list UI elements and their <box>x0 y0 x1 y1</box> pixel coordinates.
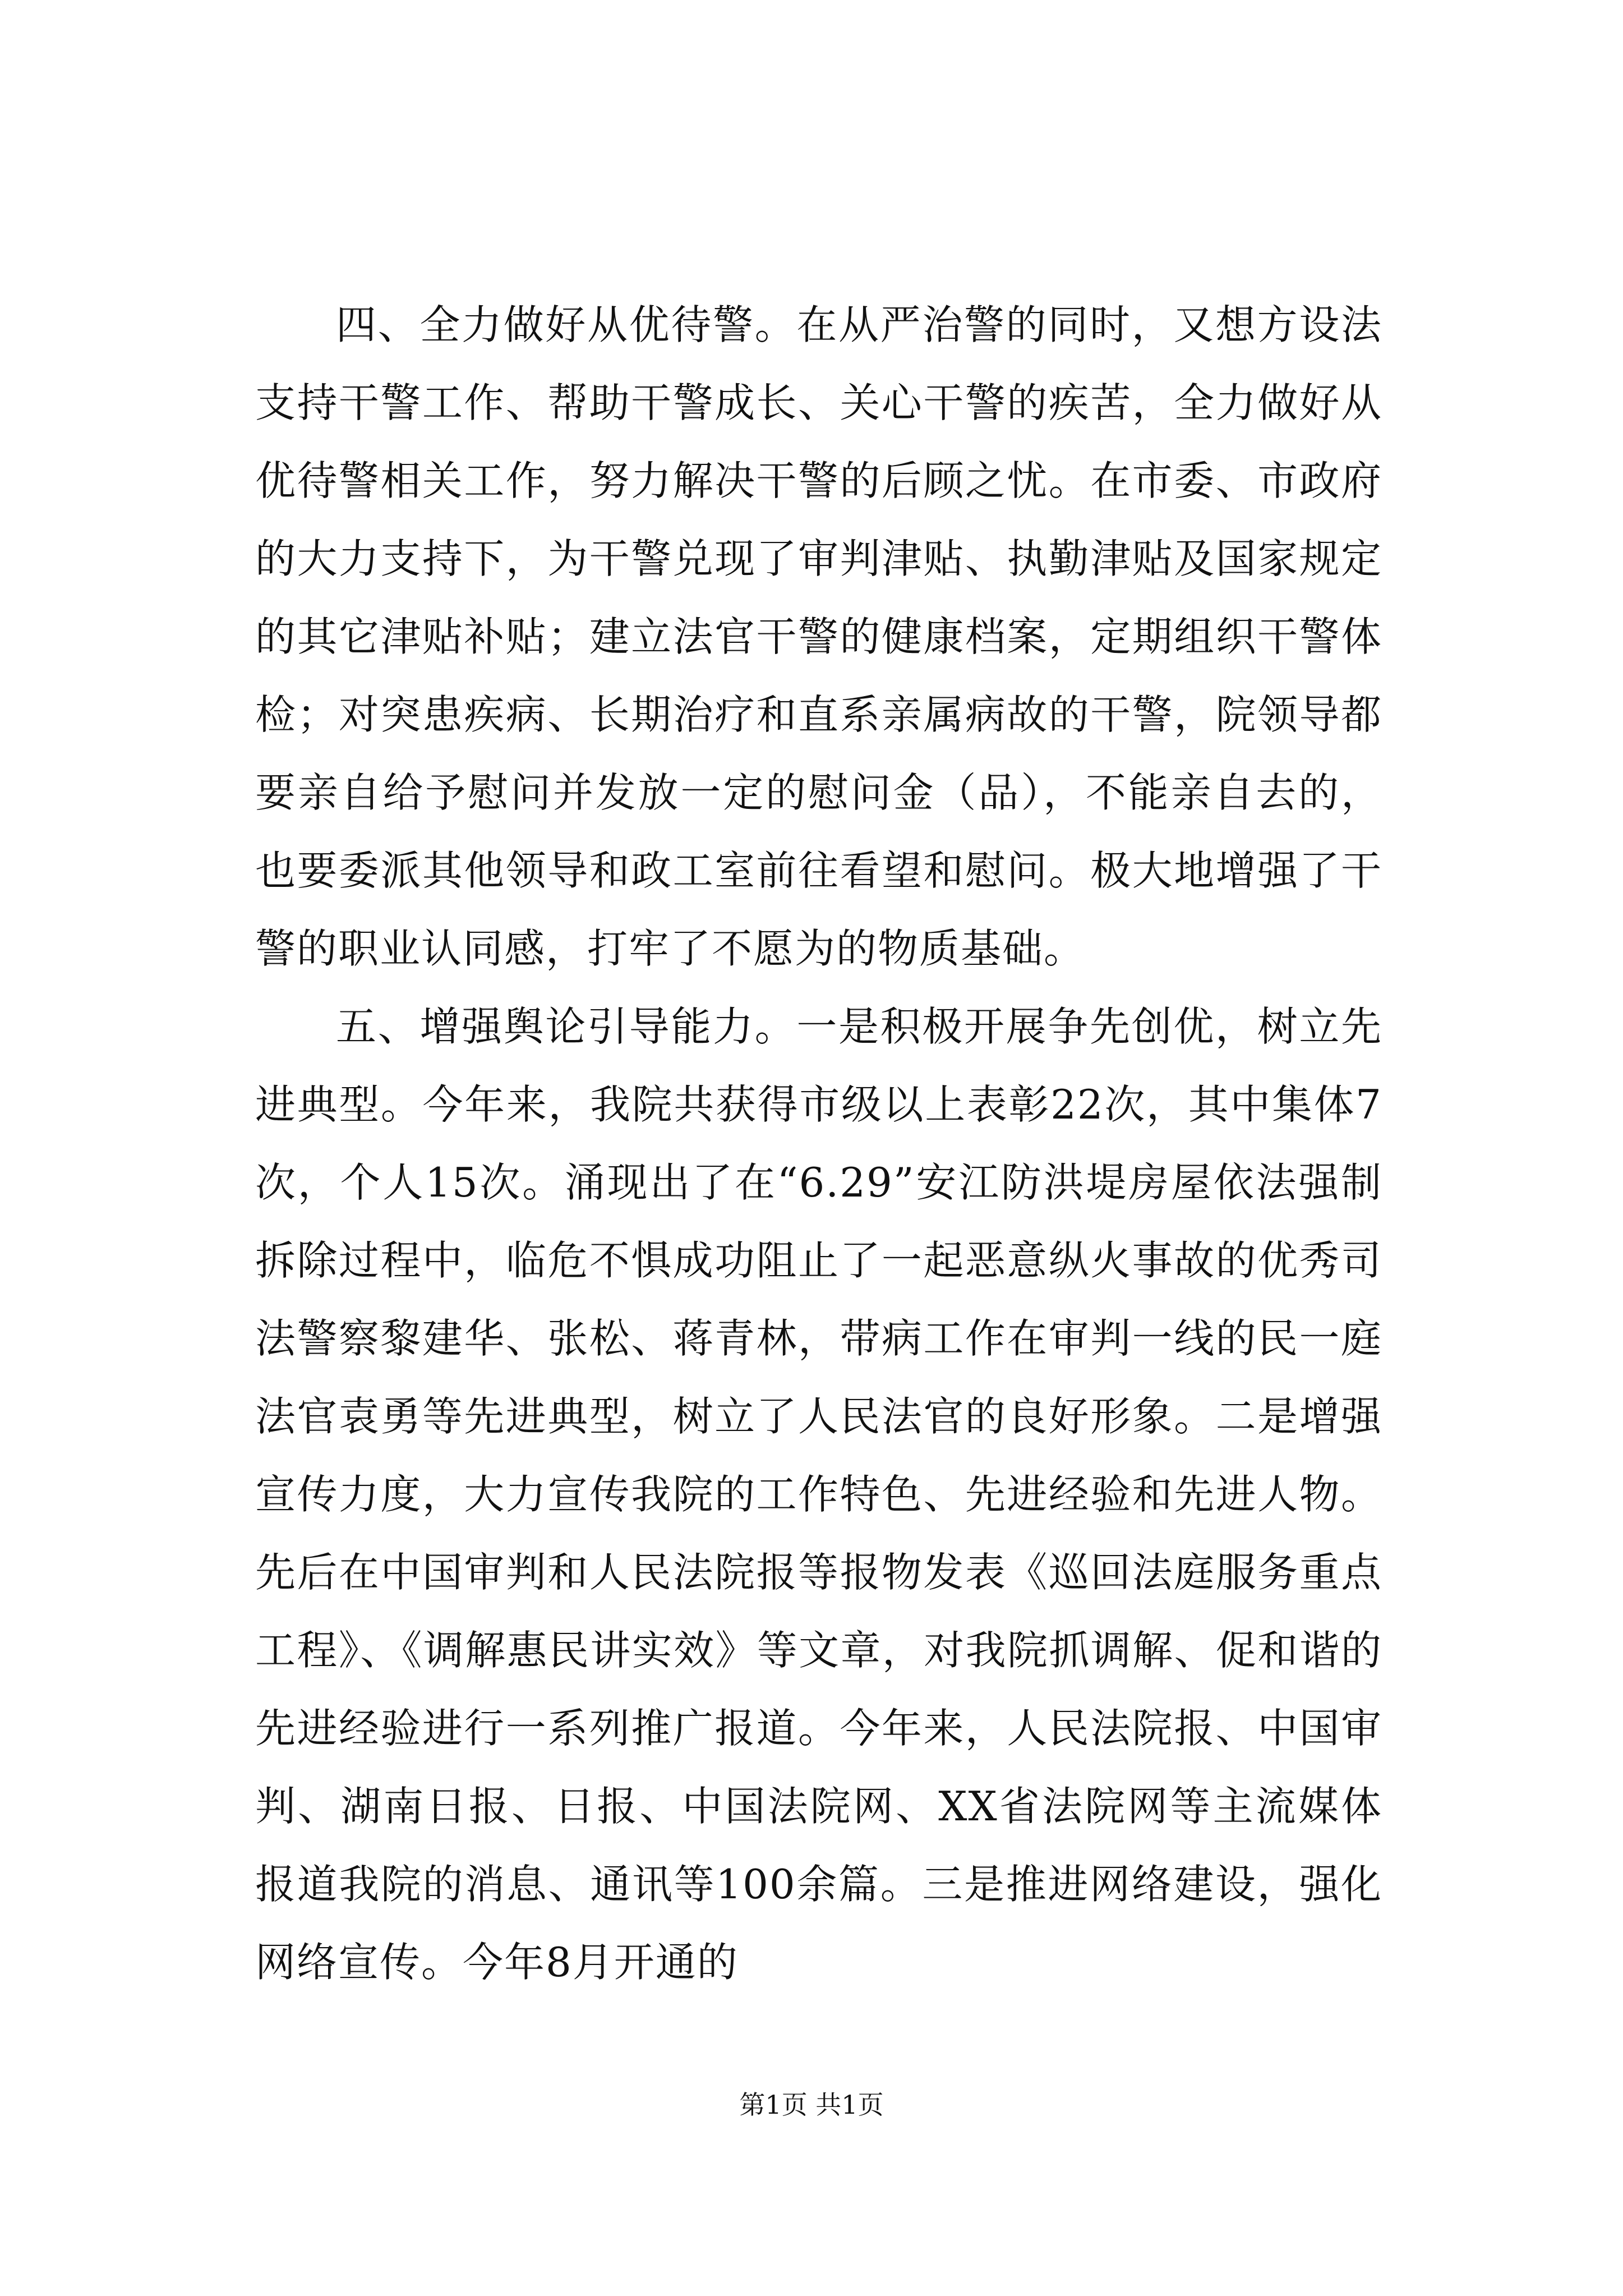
page-number-footer: 第1页 共1页 <box>739 2090 884 2120</box>
paragraph-section-five: 五、增强舆论引导能力。一是积极开展争先创优，树立先进典型。今年来，我院共获得市级以上表彰22次，其中集体7次，个人15次。涌现出了在“6.29”安江防洪堤房屋依法强制拆除过程中，临危不惧成功阻止了一起恶意纵火事故的优秀司法警察黎建华、张松、蒋青林，带病工作在审判一线的民一庭法官袁勇等先进典型，树立了人民法官的良好形象。二是增强宣传力度，大力宣传我院的工作特色、先进经验和先进人物。先后在中国审判和人民法院报等报物发表《巡回法庭服务重点工程》、《调解惠民讲实效》等文章，对我院抓调解、促和谐的先进经验进行一系列推广报道。今年来，人民法院报、中国审判、湖南日报、日报、中国法院网、XX省法院网等主流媒体报道我院的消息、通讯等100余篇。三是推进网络建设，强化网络宣传。今年8月开通的 <box>255 1003 1382 1986</box>
paragraph-section-four: 四、全力做好从优待警。在从严治警的同时，又想方设法支持干警工作、帮助干警成长、关心干警的疾苦，全力做好从优待警相关工作，努力解决干警的后顾之忧。在市委、市政府的大力支持下，为干警兑现了审判津贴、执勤津贴及国家规定的其它津贴补贴；建立法官干警的健康档案，定期组织干警体检；对突患疾病、长期治疗和直系亲属病故的干警，院领导都要亲自给予慰问并发放一定的慰问金（品），不能亲自去的，也要委派其他领导和政工室前往看望和慰问。极大地增强了干警的职业认同感，打牢了不愿为的物质基础。 <box>255 301 1382 972</box>
document-body <box>255 286 1382 2001</box>
